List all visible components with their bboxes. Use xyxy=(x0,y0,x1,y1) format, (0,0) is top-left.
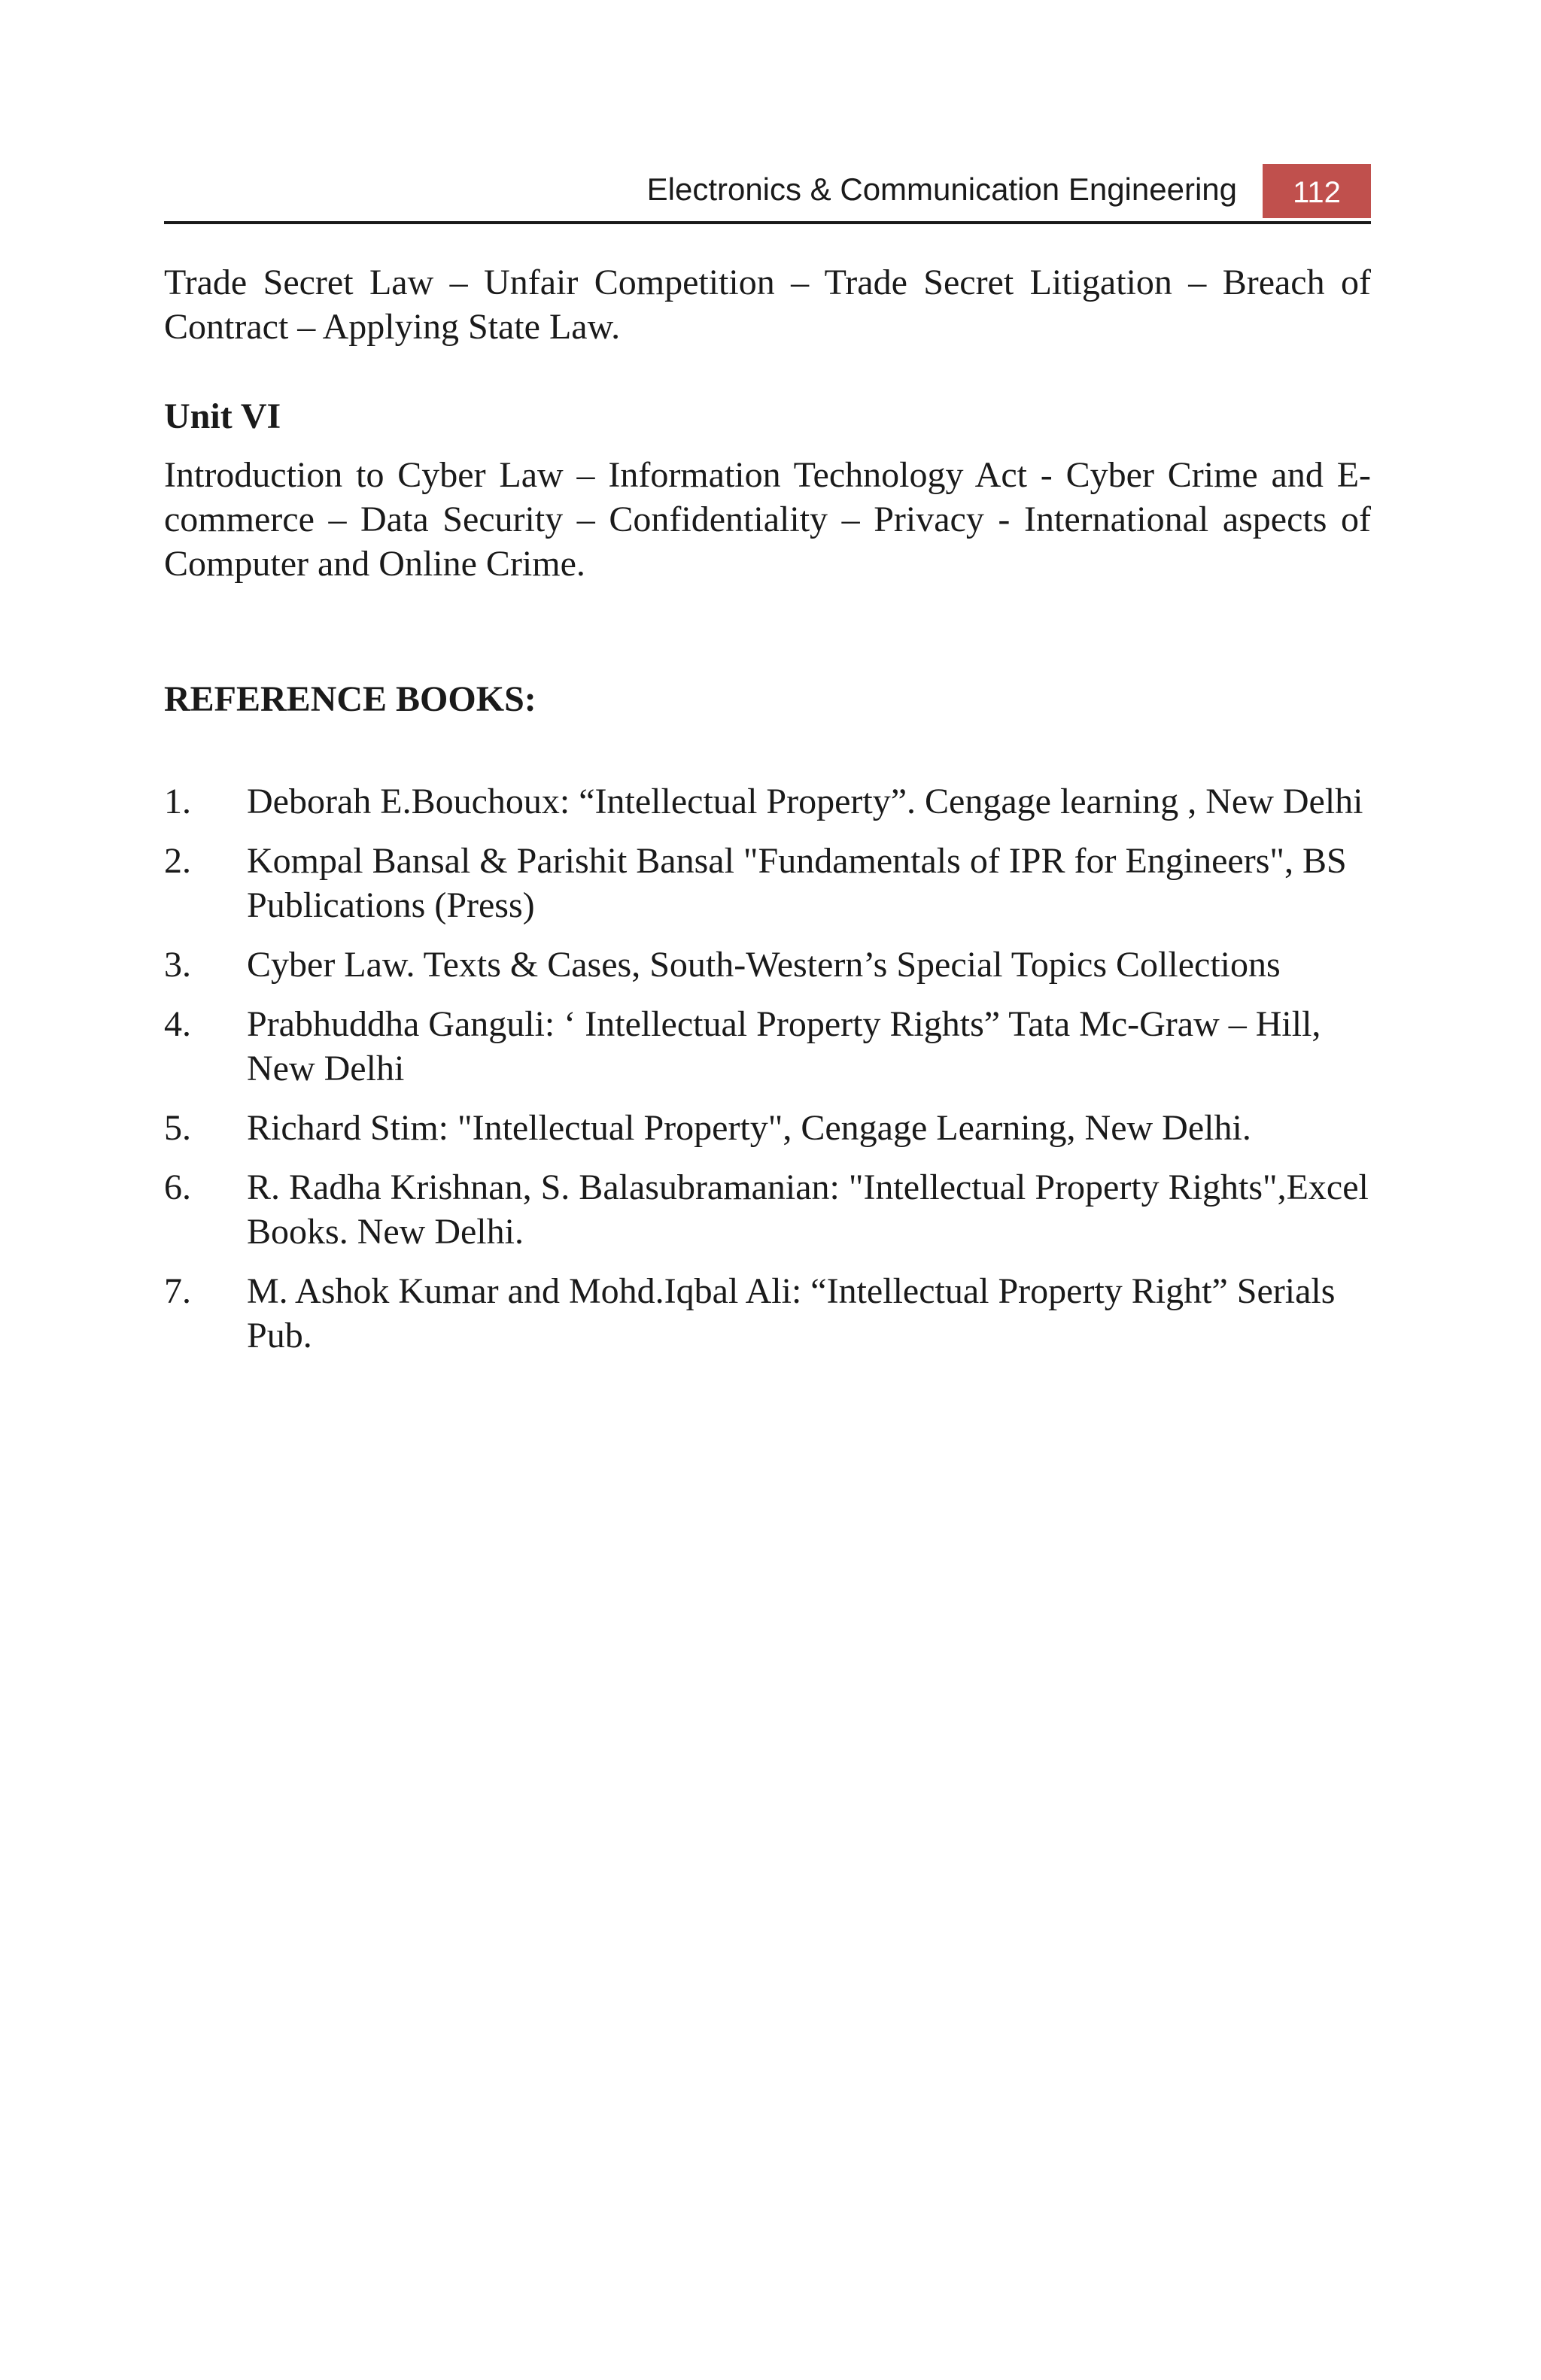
reference-number: 2. xyxy=(164,841,191,881)
reference-item xyxy=(164,1165,1371,1254)
page-number-badge: 112 xyxy=(1263,164,1371,218)
reference-number: 3. xyxy=(164,945,191,985)
reference-number: 5. xyxy=(164,1108,191,1148)
reference-text: Cyber Law. Texts & Cases, South-Western’s Special Topics Collections xyxy=(247,945,1281,985)
reference-text: Prabhuddha Ganguli: ‘ Intellectual Property Rights” Tata Mc-Graw – Hill, New Delhi xyxy=(247,1004,1321,1088)
page-header xyxy=(164,164,1371,224)
reference-item xyxy=(164,943,1371,987)
unit-heading: Unit VI xyxy=(164,396,281,436)
reference-item xyxy=(164,1106,1371,1150)
reference-books-heading: REFERENCE BOOKS: xyxy=(164,679,536,719)
reference-text: Deborah E.Bouchoux: “Intellectual Property”. Cengage learning , New Delhi xyxy=(247,782,1363,821)
reference-item xyxy=(164,1269,1371,1358)
reference-number: 7. xyxy=(164,1271,191,1311)
reference-text: M. Ashok Kumar and Mohd.Iqbal Ali: “Intellectual Property Right” Serials Pub. xyxy=(247,1271,1336,1355)
reference-number: 6. xyxy=(164,1167,191,1207)
paragraph-trade-secret: Trade Secret Law – Unfair Competition – Trade Secret Litigation – Breach of Contract – Applying State Law. xyxy=(164,263,1371,347)
paragraph-cyber-law: Introduction to Cyber Law – Information Technology Act - Cyber Crime and E-commerce – Data Security – Confidentiality – Privacy - International aspects of Computer and Online Crime. xyxy=(164,455,1371,584)
reference-item xyxy=(164,779,1371,824)
reference-text: Richard Stim: "Intellectual Property", Cengage Learning, New Delhi. xyxy=(247,1108,1251,1148)
header-title: Electronics & Communication Engineering xyxy=(646,172,1237,207)
reference-number: 4. xyxy=(164,1004,191,1044)
reference-item xyxy=(164,839,1371,927)
reference-text: Kompal Bansal & Parishit Bansal "Fundamentals of IPR for Engineers", BS Publications (Press) xyxy=(247,841,1347,925)
reference-item xyxy=(164,1002,1371,1091)
reference-list xyxy=(164,779,1371,1373)
reference-text: R. Radha Krishnan, S. Balasubramanian: "Intellectual Property Rights",Excel Books. New Delhi. xyxy=(247,1167,1369,1252)
reference-number: 1. xyxy=(164,782,191,821)
